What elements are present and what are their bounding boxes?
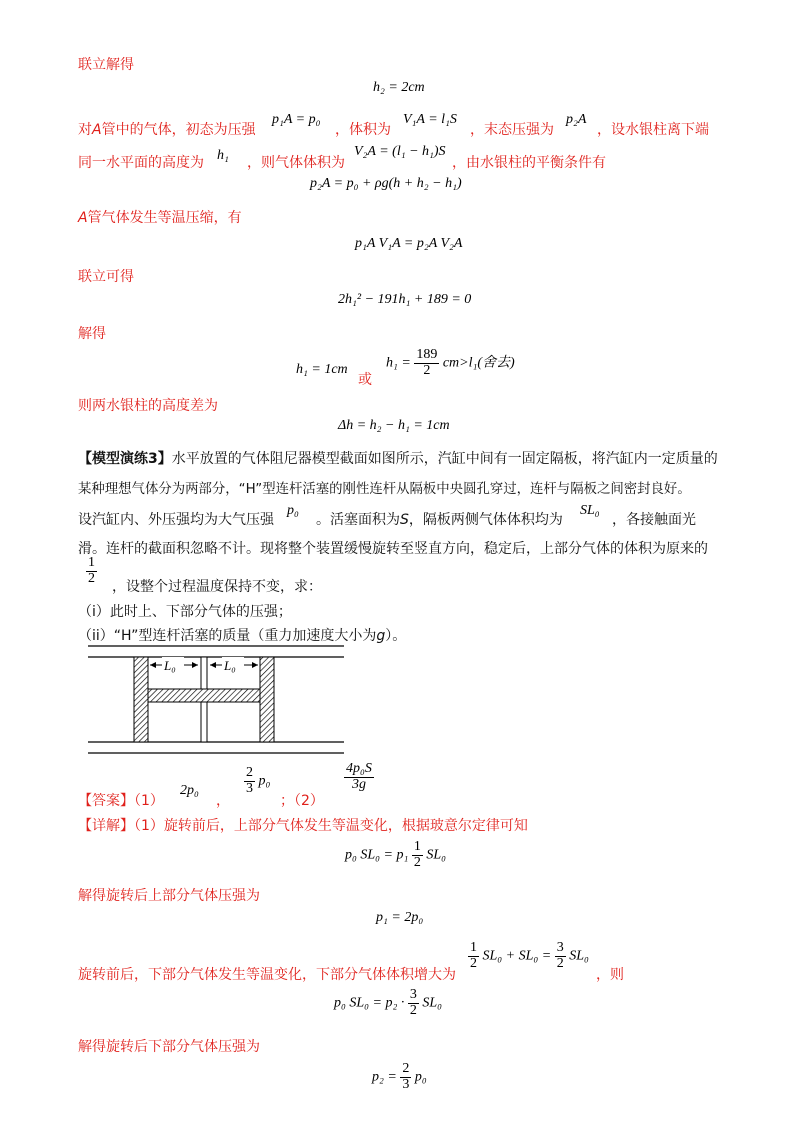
equation: SL₀ <box>580 503 600 518</box>
text: ）。 <box>385 628 407 644</box>
detail-tag: 【详解】 <box>78 818 134 834</box>
text: ，由水银柱的平衡条件有 <box>452 155 606 171</box>
text: ，设整个过程温度保持不变，求： <box>112 579 322 595</box>
text: （1） <box>134 793 164 809</box>
numerator: 1 <box>88 555 95 570</box>
fraction <box>86 556 97 586</box>
text-line <box>316 509 563 529</box>
equation: V₁A = l₁S <box>403 112 457 127</box>
text-line: 滑。连杆的截面积忽略不计。现将整个装置缓慢旋转至竖直方向，稳定后，上部分气体的体积为原来的 <box>78 541 708 557</box>
equation: h₂ = 2cm <box>373 80 425 95</box>
text: p₀ <box>258 773 271 789</box>
equation: p₁A V₁A = p₂A V₂A <box>355 236 463 251</box>
equation <box>386 348 515 378</box>
equation <box>372 1062 427 1092</box>
numerator: 4p₀S <box>346 761 372 776</box>
numerator: 2 <box>402 1061 410 1076</box>
text: ；（2） <box>280 793 324 809</box>
denominator: 2 <box>413 854 421 870</box>
equation: h₁ = 1cm <box>296 362 348 377</box>
text: 旋转前后，下部分气体发生等温变化，下部分气体体积增大为 <box>78 967 456 983</box>
equation: p₂A = p₀ + ρg(h + h₂ − h₁) <box>310 176 462 191</box>
equation <box>468 941 589 971</box>
denominator: 2 <box>556 955 564 971</box>
numerator: 1 <box>470 940 477 955</box>
text: ，各接触面光 <box>612 512 696 528</box>
right-piston <box>260 657 274 742</box>
question-2 <box>78 625 406 645</box>
text: h₁ = <box>386 355 411 371</box>
equation: 2h₁² − 191h₁ + 189 = 0 <box>338 292 472 307</box>
equation: Δh = h₂ − h₁ = 1cm <box>338 418 450 433</box>
text: ， <box>216 793 230 809</box>
equation: p₂A <box>566 112 587 127</box>
equation: p₁ = 2p₀ <box>376 910 424 925</box>
text: g <box>376 628 386 644</box>
text: SL₀ + SL₀ = <box>482 948 552 964</box>
text: （1）旋转前后，上部分气体发生等温变化，根据玻意尔定律可知 <box>134 818 528 834</box>
text: 同一水平面的高度为 <box>78 155 204 171</box>
problem-tag: 【模型演练3】 <box>78 451 172 467</box>
text-line <box>78 207 242 227</box>
equation: p₁A = p₀ <box>272 112 321 127</box>
text: SL₀ <box>426 847 446 863</box>
dimension-label-left: L₀ <box>164 658 176 673</box>
equation: V₂A = (l₁ − h₁)S <box>354 144 446 159</box>
text-line: 某种理想气体分为两部分，“H”型连杆活塞的刚性连杆从隔板中央圆孔穿过，连杆与隔板之间密封良好。 <box>78 482 691 497</box>
text: A <box>92 122 102 138</box>
text: ，末态压强为 <box>470 122 554 138</box>
detail-line <box>78 815 528 835</box>
text: 对 <box>78 122 92 138</box>
equation <box>244 766 270 796</box>
text: 或 <box>358 372 372 388</box>
denominator: 3 <box>246 780 253 796</box>
fraction <box>414 348 439 378</box>
denominator: 2 <box>423 362 431 378</box>
text: p₂ = <box>372 1069 397 1085</box>
text: ，隔板两侧气体体积均为 <box>408 512 563 528</box>
text: 。活塞面积为 <box>316 512 400 528</box>
numerator: 189 <box>416 347 438 362</box>
text: 解得旋转后下部分气体压强为 <box>78 1039 260 1055</box>
text: 解得旋转后上部分气体压强为 <box>78 888 260 904</box>
text: 联立可得 <box>78 269 134 285</box>
text: 管气体发生等温压缩，有 <box>87 210 242 226</box>
denominator: 3 <box>402 1076 410 1092</box>
connecting-rod <box>148 689 260 702</box>
text: ，则气体体积为 <box>247 155 345 171</box>
text: S <box>400 512 409 528</box>
text: （ii）“H”型连杆活塞的质量（重力加速度大小为 <box>78 628 377 644</box>
answer-line <box>78 790 164 810</box>
numerator: 3 <box>409 987 417 1002</box>
equation <box>344 762 374 792</box>
text: 管中的气体，初态为压强 <box>101 122 256 138</box>
equation: h₁ <box>217 148 229 163</box>
equation <box>345 840 446 870</box>
denominator: 2 <box>88 570 95 586</box>
text: p₀ SL₀ = p₂ · <box>334 995 405 1011</box>
equation <box>334 988 442 1018</box>
text: 则两水银柱的高度差为 <box>78 398 218 414</box>
text: A <box>78 210 88 226</box>
left-piston <box>134 657 148 742</box>
equation: p₀ <box>287 503 299 518</box>
question-1: （i）此时上、下部分气体的压强； <box>78 604 292 620</box>
numerator: 2 <box>246 765 253 780</box>
text: p₀ SL₀ = p₁ <box>345 847 409 863</box>
numerator: 3 <box>556 940 564 955</box>
equation: 2p₀ <box>180 783 199 798</box>
answer-tag: 【答案】 <box>78 793 134 809</box>
text-line: 联立解得 <box>78 57 134 73</box>
denominator: 2 <box>409 1002 417 1018</box>
text: 水平放置的气体阻尼器模型截面如图所示，汽缸中间有一固定隔板，将汽缸内一定质量的 <box>171 451 718 467</box>
dimension-label-right: L₀ <box>224 658 236 673</box>
denominator: 2 <box>470 955 477 971</box>
numerator: 1 <box>413 839 421 854</box>
text: p₀ <box>414 1069 427 1085</box>
text: ，则 <box>596 967 624 983</box>
text-line <box>78 119 256 139</box>
text: ，设水银柱离下端 <box>597 122 709 138</box>
text: SL₀ <box>569 948 589 964</box>
denominator: 3g <box>351 776 366 792</box>
text-line <box>78 448 718 468</box>
damper-diagram <box>88 645 344 757</box>
text: SL₀ <box>422 995 442 1011</box>
text: 解得 <box>78 326 106 342</box>
text: 设汽缸内、外压强均为大气压强 <box>78 512 274 528</box>
text: cm>l₁(舍去) <box>442 355 515 371</box>
text: ，体积为 <box>335 122 391 138</box>
